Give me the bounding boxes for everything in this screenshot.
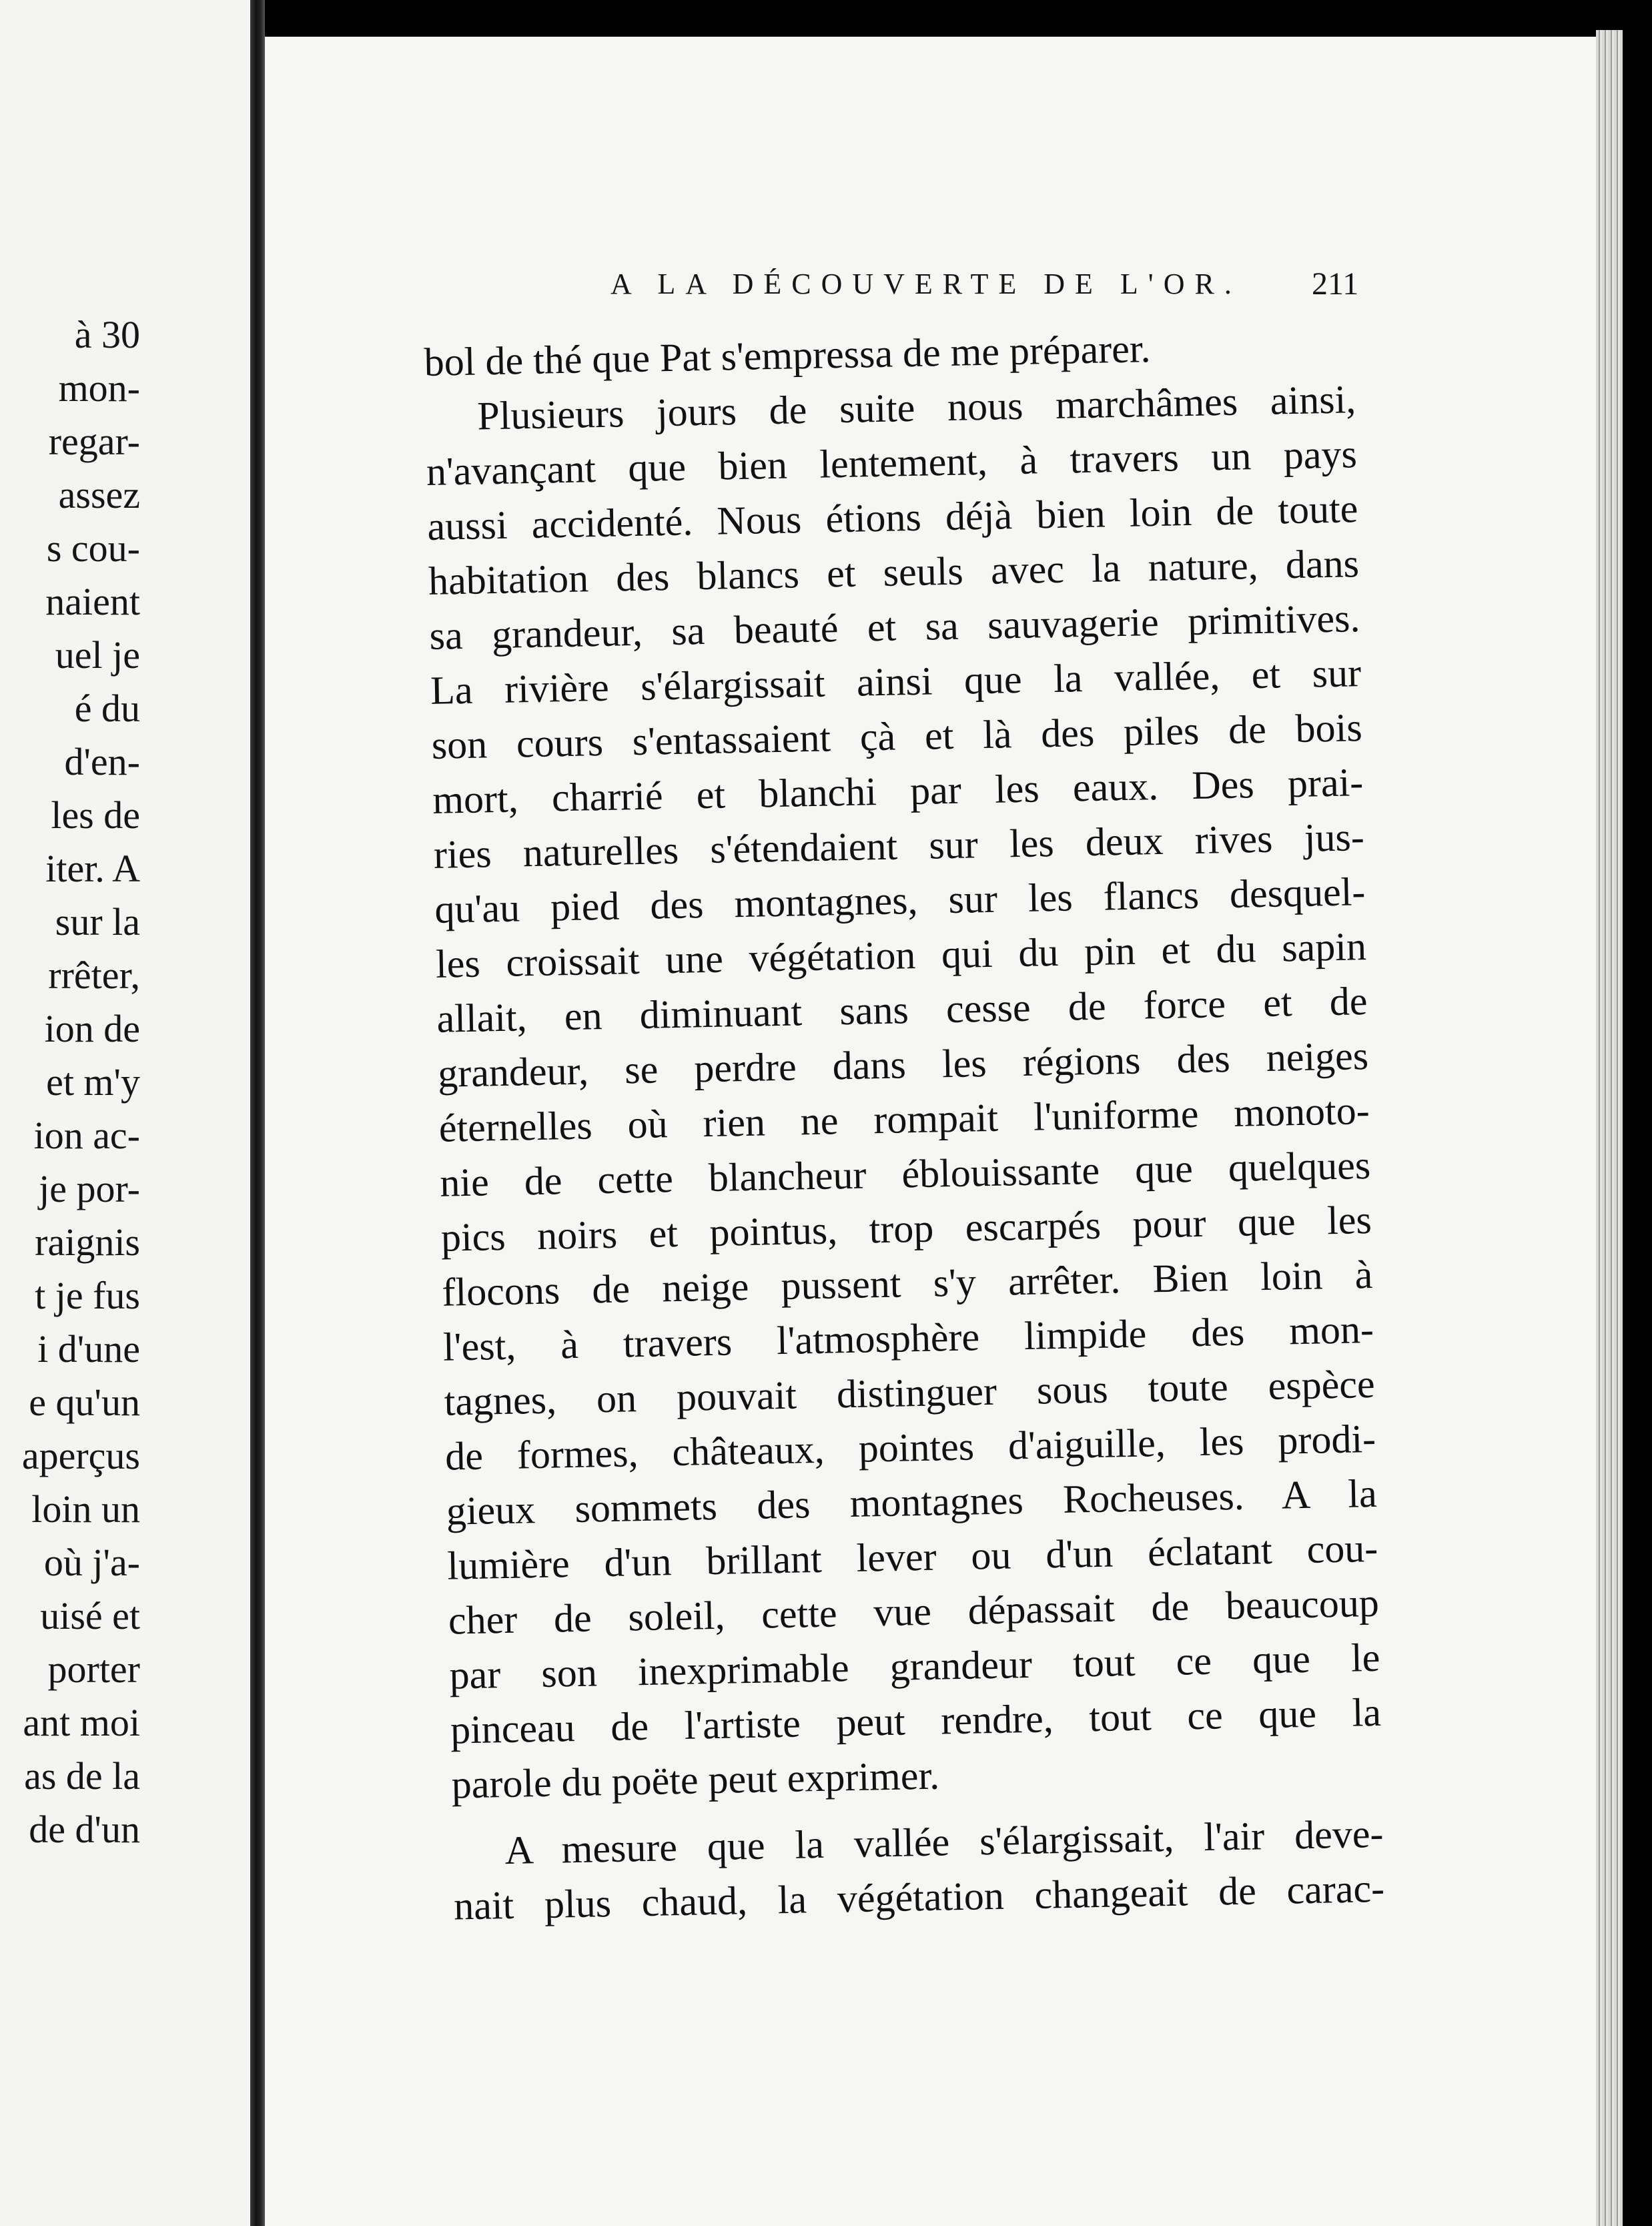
text-line: grandeur, se perdre dans les régions des neiges — [437, 1034, 1369, 1096]
text-line: ries naturelles s'étendaient sur les deux rives jus- — [433, 815, 1365, 877]
facing-page-line: é du — [74, 687, 140, 730]
text-line: lumière d'un brillant lever ou d'un éclatant cou- — [446, 1525, 1378, 1588]
text-line: aussi accidenté. Nous étions déjà bien loin de toute — [426, 486, 1358, 548]
scan-border — [1623, 0, 1652, 2226]
facing-page-line: loin un — [31, 1487, 140, 1531]
facing-page-line: uisé et — [40, 1594, 140, 1637]
facing-page-line: i d'une — [37, 1327, 140, 1371]
text-line: nie de cette blancheur éblouissante que quelques — [439, 1142, 1371, 1205]
running-head: A LA DÉCOUVERTE DE L'OR. — [610, 268, 1242, 300]
text-line: son cours s'entassaient çà et là des piles de bois — [431, 705, 1363, 767]
text-line: La rivière s'élargissait ainsi que la vallée, et sur — [430, 651, 1362, 713]
text-line: pinceau de l'artiste peut rendre, tout ce que la — [450, 1690, 1382, 1752]
text-line: éternelles où rien ne rompait l'uniforme monoto- — [438, 1088, 1370, 1150]
text-line: nait plus chaud, la végétation changeait de carac- — [453, 1866, 1385, 1928]
facing-page-line: aperçus — [21, 1434, 140, 1477]
text-line: gieux sommets des montagnes Rocheuses. A la — [446, 1471, 1378, 1533]
facing-page — [0, 0, 250, 2226]
paragraph — [452, 1806, 1385, 1934]
facing-page-line: t je fus — [35, 1274, 140, 1317]
book-gutter — [250, 0, 265, 2226]
text-line: cher de soleil, cette vue dépassait de beaucoup — [448, 1580, 1380, 1643]
text-line: n'avançant que bien lentement, à travers un pays — [426, 432, 1358, 494]
text-line: l'est, à travers l'atmosphère limpide des mon- — [442, 1307, 1374, 1369]
facing-page-line: à 30 — [74, 313, 140, 356]
facing-page-line: rrêter, — [48, 954, 140, 997]
facing-page-text — [0, 308, 140, 1856]
text-line: parole du poëte peut exprimer. — [451, 1753, 940, 1807]
body-text — [424, 317, 1385, 1933]
facing-page-line: e qu'un — [29, 1381, 140, 1424]
page-edges — [1596, 30, 1623, 2226]
facing-page-line: ion de — [44, 1007, 140, 1050]
text-line: flocons de neige pussent s'y arrêter. Bien loin à — [441, 1252, 1373, 1315]
text-line: A mesure que la vallée s'élargissait, l'air deve- — [504, 1811, 1384, 1873]
text-line: tagnes, on pouvait distinguer sous toute espèce — [444, 1361, 1376, 1424]
text-line: allait, en diminuant sans cesse de force et de — [436, 979, 1368, 1041]
facing-page-line: je por- — [39, 1167, 140, 1210]
facing-page-line: iter. A — [45, 847, 140, 890]
text-line: bol de thé que Pat s'empressa de me préparer. — [424, 326, 1151, 384]
facing-page-line: sur la — [55, 900, 140, 944]
facing-page-line: mon- — [58, 366, 140, 410]
text-line: pics noirs et pointus, trop escarpés pour que les — [440, 1197, 1372, 1260]
facing-page-line: regar- — [48, 420, 140, 463]
facing-page-line: naient — [45, 580, 140, 623]
facing-page-line: s cou- — [46, 526, 140, 570]
text-line: sa grandeur, sa beauté et sa sauvagerie primitives. — [429, 596, 1361, 658]
facing-page-line: assez — [58, 473, 140, 516]
paragraph — [425, 372, 1383, 1812]
text-line: par son inexprimable grandeur tout ce que le — [448, 1635, 1380, 1698]
text-line: habitation des blancs et seuls avec la nature, dans — [428, 541, 1360, 603]
text-line: Plusieurs jours de suite nous marchâmes ainsi, — [476, 377, 1356, 438]
facing-page-line: raignis — [35, 1220, 140, 1264]
facing-page-line: et m'y — [46, 1060, 140, 1104]
text-line: de formes, châteaux, pointes d'aiguille, les prodi- — [444, 1416, 1376, 1479]
facing-page-line: porter — [47, 1647, 140, 1691]
facing-page-line: ion ac- — [33, 1114, 140, 1157]
facing-page-line: ant moi — [23, 1701, 140, 1744]
facing-page-line: où j'a- — [43, 1541, 140, 1584]
text-line: mort, charrié et blanchi par les eaux. Des prai- — [432, 760, 1364, 822]
facing-page-line: de d'un — [29, 1808, 140, 1851]
text-line: qu'au pied des montagnes, sur les flancs desquel- — [434, 869, 1366, 932]
page-number: 211 — [1312, 266, 1359, 302]
text-line: les croissait une végétation qui du pin et du sapin — [435, 924, 1367, 986]
facing-page-line: les de — [51, 793, 140, 837]
facing-page-line: uel je — [55, 633, 140, 677]
facing-page-line: as de la — [24, 1754, 140, 1798]
facing-page-line: d'en- — [64, 740, 140, 783]
